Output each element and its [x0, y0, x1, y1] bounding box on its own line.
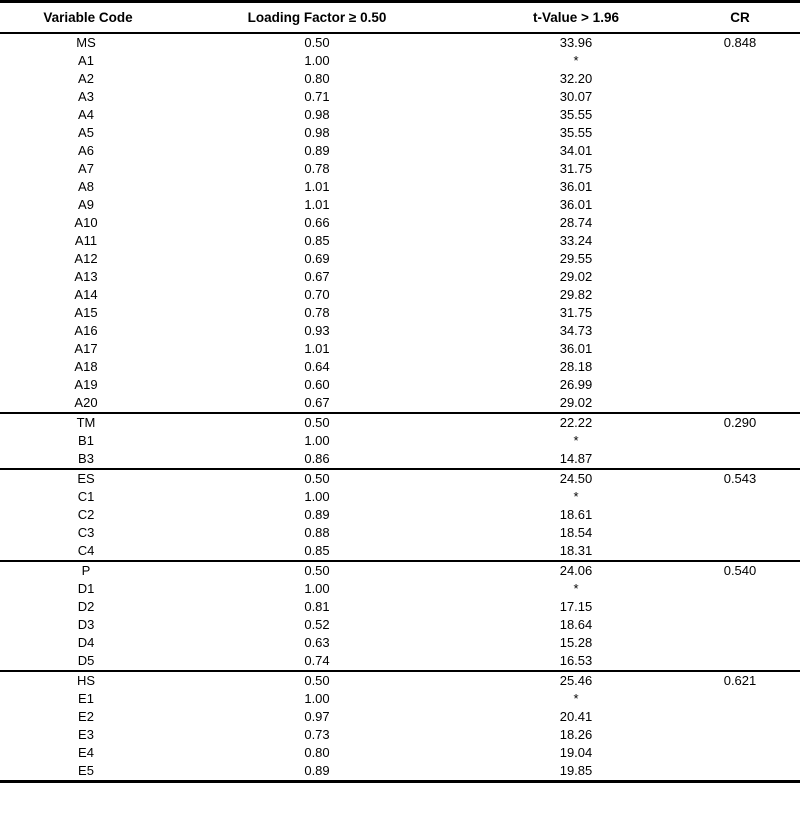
table-row [0, 506, 800, 524]
fixed-parameter-marker: * [573, 53, 579, 68]
table-row [0, 232, 800, 250]
table-row [0, 178, 800, 196]
cell-loading-factor: 0.63 [304, 635, 330, 650]
cell-variable-code: A2 [78, 71, 94, 86]
cell-cr [690, 286, 800, 304]
cell-loading-factor: 1.00 [304, 53, 330, 68]
cell-cr: 0.621 [690, 671, 800, 690]
cell-t-value: 33.24 [559, 233, 593, 248]
cell-t-value: 32.20 [559, 71, 593, 86]
cell-t-value [462, 488, 690, 506]
cell-t-value: 24.50 [462, 469, 690, 488]
cell-cr [690, 52, 800, 70]
table-row [0, 561, 800, 580]
cell-variable-code: C1 [77, 489, 95, 504]
cell-cr [690, 690, 800, 708]
table-row [0, 634, 800, 652]
cell-loading-factor: 1.01 [304, 179, 330, 194]
cell-loading-factor: 0.64 [304, 359, 330, 374]
cell-cr [690, 304, 800, 322]
cell-loading-factor: 0.98 [304, 107, 330, 122]
cell-cr: 0.290 [690, 413, 800, 432]
table-row [0, 432, 800, 450]
cell-loading-factor: 0.50 [172, 469, 462, 488]
cell-loading-factor: 0.97 [304, 709, 330, 724]
cell-loading-factor: 0.86 [304, 451, 330, 466]
cell-t-value: 34.73 [559, 323, 593, 338]
cell-variable-code: A10 [74, 215, 98, 230]
cell-variable-code: B1 [78, 433, 94, 448]
cell-cr [690, 450, 800, 469]
cell-variable-code: A18 [74, 359, 98, 374]
cell-variable-code: D4 [77, 635, 95, 650]
cell-variable-code: ES [0, 469, 172, 488]
table-row [0, 394, 800, 413]
cell-loading-factor: 0.67 [304, 269, 330, 284]
cell-cr: 0.848 [723, 35, 757, 50]
cell-cr [690, 88, 800, 106]
cell-variable-code: E5 [0, 762, 172, 782]
cell-t-value: 36.01 [559, 197, 593, 212]
cell-cr [690, 178, 800, 196]
cell-variable-code: A11 [74, 233, 98, 248]
cell-variable-code: A15 [74, 305, 98, 320]
cell-cr [690, 708, 800, 726]
cell-loading-factor: 0.85 [304, 543, 330, 558]
cell-cr [690, 214, 800, 232]
table-row [0, 726, 800, 744]
cell-cr: 0.543 [690, 469, 800, 488]
cell-cr [690, 250, 800, 268]
cell-variable-code: C2 [77, 507, 95, 522]
cell-loading-factor: 0.85 [304, 233, 330, 248]
cell-loading-factor: 1.00 [304, 581, 330, 596]
cell-t-value: 20.41 [559, 709, 593, 724]
table-row [0, 322, 800, 340]
cell-t-value: 18.31 [559, 543, 593, 558]
cell-variable-code: A20 [74, 395, 98, 410]
cell-cr [690, 762, 800, 782]
cell-loading-factor: 0.89 [304, 507, 330, 522]
cell-t-value: 28.74 [559, 215, 593, 230]
cell-loading-factor: 0.71 [304, 89, 330, 104]
cell-cr [690, 726, 800, 744]
table-row [0, 142, 800, 160]
cell-cr [690, 598, 800, 616]
cell-cr [690, 524, 800, 542]
cell-cr [690, 340, 800, 358]
cell-cr [690, 744, 800, 762]
fixed-parameter-marker: * [573, 581, 579, 596]
cell-t-value: 30.07 [559, 89, 593, 104]
cell-cr [690, 358, 800, 376]
cell-variable-code: C3 [77, 525, 95, 540]
table-row [0, 106, 800, 124]
cell-variable-code: A19 [74, 377, 98, 392]
cell-cr [690, 124, 800, 142]
cell-t-value: 22.22 [462, 413, 690, 432]
cell-loading-factor: 0.81 [304, 599, 330, 614]
cell-cr [690, 70, 800, 88]
cell-variable-code: MS [76, 35, 96, 50]
cell-loading-factor: 0.78 [304, 161, 330, 176]
table-row [0, 304, 800, 322]
cell-variable-code: A9 [78, 197, 94, 212]
cell-variable-code: A1 [78, 53, 94, 68]
cell-loading-factor: 0.50 [172, 671, 462, 690]
cell-variable-code: E4 [78, 745, 94, 760]
cell-cr [690, 432, 800, 450]
table-row [0, 268, 800, 286]
cell-t-value: 36.01 [559, 179, 593, 194]
cell-cr: 0.540 [690, 561, 800, 580]
fixed-parameter-marker: * [573, 433, 579, 448]
cell-variable-code: A7 [78, 161, 94, 176]
cell-loading-factor: 0.74 [304, 653, 330, 668]
table-row [0, 488, 800, 506]
cell-variable-code: A8 [78, 179, 94, 194]
cell-loading-factor: 0.60 [304, 377, 330, 392]
header-row [0, 2, 800, 34]
cell-loading-factor: 0.98 [304, 125, 330, 140]
cell-t-value: 31.75 [559, 161, 593, 176]
cell-variable-code: A6 [78, 143, 94, 158]
table-row [0, 160, 800, 178]
cell-t-value [462, 690, 690, 708]
cell-variable-code: A4 [78, 107, 94, 122]
cell-cr [690, 488, 800, 506]
cell-variable-code: P [0, 561, 172, 580]
table-row [0, 376, 800, 394]
cell-t-value: 18.54 [559, 525, 593, 540]
cell-variable-code: C4 [77, 543, 95, 558]
cell-t-value: 36.01 [559, 341, 593, 356]
cell-loading-factor: 0.73 [304, 727, 330, 742]
cell-t-value: 29.02 [559, 269, 593, 284]
cell-t-value: 24.06 [462, 561, 690, 580]
table-row [0, 124, 800, 142]
cell-loading-factor: 0.80 [304, 71, 330, 86]
table-header [0, 2, 800, 34]
cell-variable-code: A17 [74, 341, 98, 356]
cell-loading-factor: 0.93 [304, 323, 330, 338]
cell-loading-factor: 0.50 [172, 561, 462, 580]
cell-variable-code: A16 [74, 323, 98, 338]
cell-loading-factor: 0.52 [304, 617, 330, 632]
table-row [0, 616, 800, 634]
cell-cr [690, 232, 800, 250]
column-header-loading-factor: Loading Factor ≥ 0.50 [172, 2, 462, 34]
cell-cr [690, 542, 800, 561]
cell-loading-factor: 0.80 [304, 745, 330, 760]
cell-t-value: 29.82 [559, 287, 593, 302]
cell-loading-factor: 0.66 [304, 215, 330, 230]
table-row [0, 70, 800, 88]
table-row [0, 744, 800, 762]
cell-cr [690, 160, 800, 178]
cell-variable-code: A3 [78, 89, 94, 104]
cell-variable-code: D1 [77, 581, 95, 596]
table-row [0, 450, 800, 469]
table-row [0, 598, 800, 616]
cell-variable-code: D2 [77, 599, 95, 614]
table-row [0, 340, 800, 358]
table-row [0, 708, 800, 726]
cell-t-value: 33.96 [559, 35, 593, 50]
cell-t-value: 18.64 [559, 617, 593, 632]
table-row [0, 652, 800, 671]
table-row [0, 671, 800, 690]
cell-loading-factor: 0.69 [304, 251, 330, 266]
cell-t-value: 25.46 [462, 671, 690, 690]
cell-loading-factor: 0.70 [304, 287, 330, 302]
table-row [0, 52, 800, 70]
cell-variable-code: D3 [77, 617, 95, 632]
cell-loading-factor: 1.00 [304, 489, 330, 504]
cell-variable-code: E3 [78, 727, 94, 742]
table-row [0, 33, 800, 52]
cell-cr [690, 652, 800, 671]
cell-cr [690, 580, 800, 598]
table-row [0, 690, 800, 708]
fixed-parameter-marker: * [573, 489, 579, 504]
table-row [0, 413, 800, 432]
cell-cr [690, 322, 800, 340]
cell-t-value [462, 432, 690, 450]
column-header-variable-code: Variable Code [0, 2, 172, 34]
cell-variable-code: E1 [78, 691, 94, 706]
cell-t-value: 35.55 [559, 125, 593, 140]
cell-loading-factor: 1.00 [304, 691, 330, 706]
cell-t-value: 17.15 [559, 599, 593, 614]
cell-cr [690, 142, 800, 160]
cell-loading-factor: 0.67 [304, 395, 330, 410]
cell-t-value: 19.85 [462, 762, 690, 782]
table-row [0, 214, 800, 232]
cell-variable-code: A14 [74, 287, 98, 302]
cell-t-value: 18.26 [559, 727, 593, 742]
cell-t-value: 15.28 [559, 635, 593, 650]
table-row [0, 358, 800, 376]
cell-loading-factor: 1.00 [304, 433, 330, 448]
cell-t-value: 19.04 [559, 745, 593, 760]
cell-loading-factor: 0.50 [304, 35, 330, 50]
table-row [0, 286, 800, 304]
cell-loading-factor: 0.88 [304, 525, 330, 540]
cell-t-value: 31.75 [559, 305, 593, 320]
cell-cr [690, 268, 800, 286]
table-row [0, 542, 800, 561]
table-row [0, 762, 800, 782]
cell-loading-factor: 1.01 [304, 197, 330, 212]
column-header-t-value: t-Value > 1.96 [462, 2, 690, 34]
cell-t-value: 26.99 [559, 377, 593, 392]
cell-t-value [462, 52, 690, 70]
cell-t-value [462, 580, 690, 598]
cell-cr [690, 506, 800, 524]
table-row [0, 196, 800, 214]
table-row [0, 580, 800, 598]
cell-loading-factor: 0.89 [172, 762, 462, 782]
cell-t-value: 34.01 [559, 143, 593, 158]
cell-t-value: 16.53 [559, 653, 593, 668]
cell-variable-code: B3 [78, 451, 94, 466]
column-header-cr: CR [690, 2, 800, 34]
table-row [0, 524, 800, 542]
cell-variable-code: A5 [78, 125, 94, 140]
cell-loading-factor: 0.89 [304, 143, 330, 158]
cell-variable-code: D5 [77, 653, 95, 668]
cell-cr [690, 394, 800, 413]
cell-t-value: 29.02 [559, 395, 593, 410]
cell-cr [690, 634, 800, 652]
table-row [0, 250, 800, 268]
cell-cr [690, 196, 800, 214]
cell-t-value: 14.87 [559, 451, 593, 466]
cell-variable-code: A12 [74, 251, 98, 266]
cell-cr [690, 616, 800, 634]
cell-t-value: 35.55 [559, 107, 593, 122]
cell-cr [690, 106, 800, 124]
cell-variable-code: HS [0, 671, 172, 690]
cell-t-value: 28.18 [559, 359, 593, 374]
table-row [0, 469, 800, 488]
cell-t-value: 29.55 [559, 251, 593, 266]
cell-loading-factor: 0.50 [172, 413, 462, 432]
table-row [0, 88, 800, 106]
cell-loading-factor: 1.01 [304, 341, 330, 356]
cell-variable-code: E2 [78, 709, 94, 724]
cell-t-value: 18.61 [559, 507, 593, 522]
cell-variable-code: A13 [74, 269, 98, 284]
cell-cr [690, 376, 800, 394]
cell-loading-factor: 0.78 [304, 305, 330, 320]
table-body [0, 33, 800, 782]
cell-variable-code: TM [0, 413, 172, 432]
fixed-parameter-marker: * [573, 691, 579, 706]
